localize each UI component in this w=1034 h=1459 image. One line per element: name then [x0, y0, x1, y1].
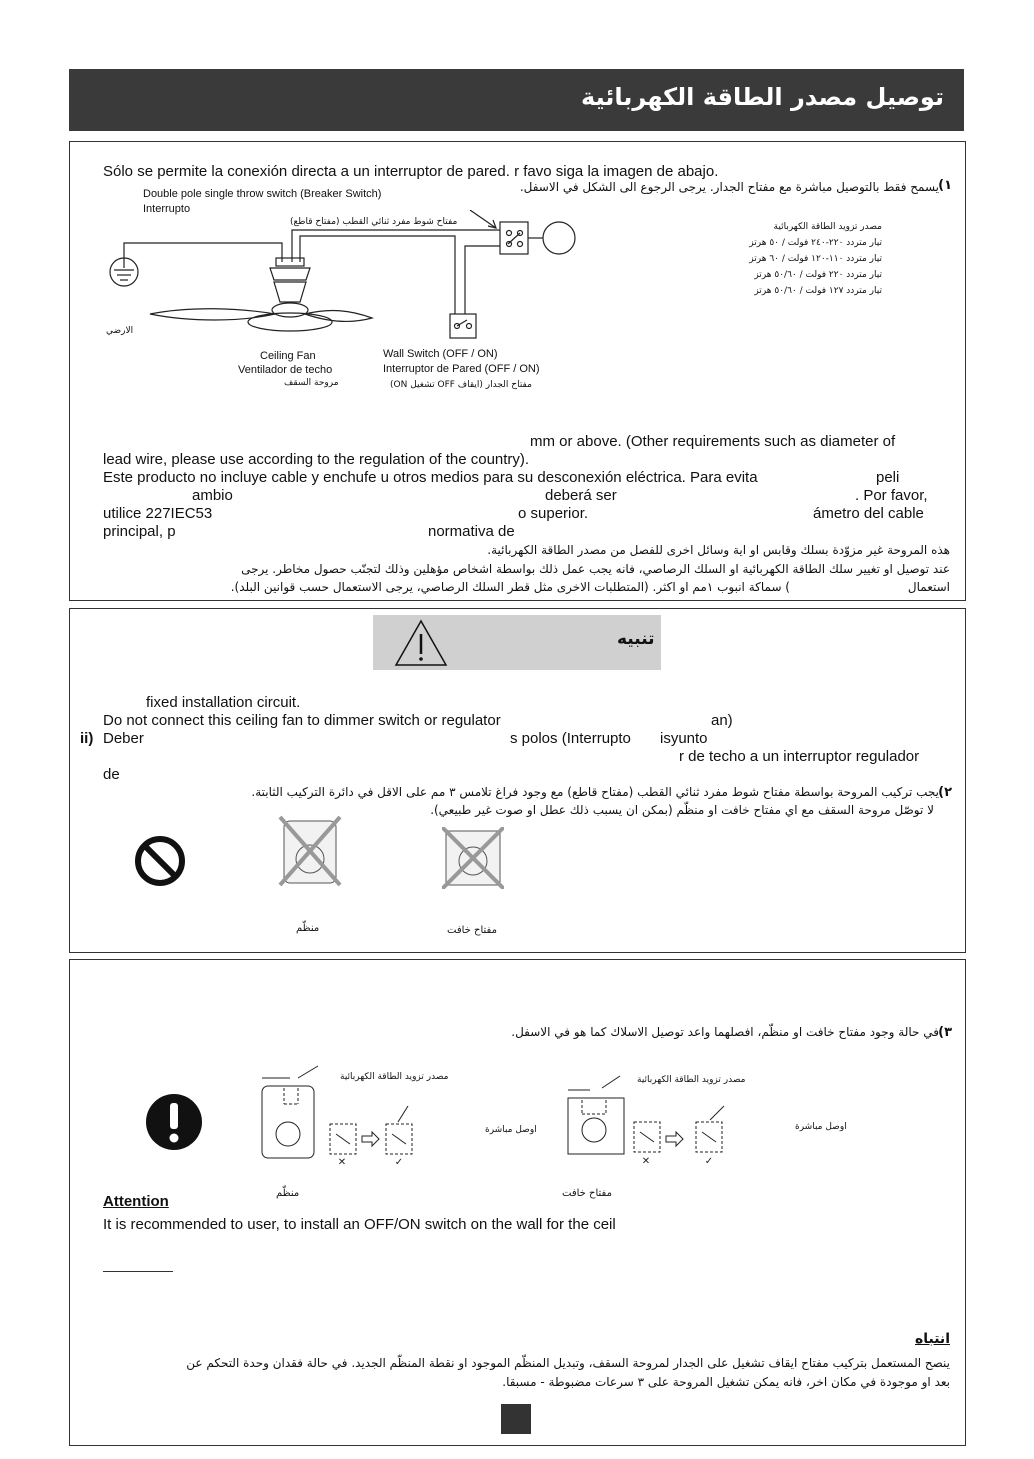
spanish-para-line4a: principal, p [103, 523, 176, 540]
arabic-para-line3a: استعمال [907, 580, 950, 594]
spanish-para-line3c: ámetro del cable [813, 505, 924, 522]
supply-line-1: تيار متردد ٢٢٠-٢٤٠ فولت / ٥٠ هرتز [749, 238, 882, 248]
warning-line1: fixed installation circuit. [146, 694, 301, 711]
arabic-para-line1: هذه المروحة غير مزوّدة بسلك وقابس او اية وسائل اخرى للفصل من مصدر الطاقة الكهربائية. [487, 543, 950, 557]
rewire-step-number-ar: ٣) [938, 1025, 952, 1040]
warning-line2b: an) [711, 712, 733, 729]
wall-switch-icon [450, 314, 476, 338]
mandatory-icon [145, 1093, 203, 1151]
spanish-para-line3a: utilice 227IEC53 [103, 505, 213, 522]
supply-line-3: تيار متردد ٢٢٠ فولت / ٥٠/٦٠ هرتز [754, 270, 882, 280]
wall-switch-label-en: Wall Switch (OFF / ON) [383, 348, 498, 360]
warning-line4: r de techo a un interruptor regulador [679, 748, 920, 765]
regulator-crossed-icon [278, 815, 342, 887]
spanish-para-line2c: . Por favor, [855, 487, 928, 504]
power-source-icon [543, 222, 575, 254]
regulator-label-ar: منظّم [296, 923, 320, 934]
warning-arabic-line2: لا توصّل مروحة السقف مع اي مفتاح خافت او منظّم (بمكن ان يسبب ذلك عطل او صوت غير طبيعي). [430, 803, 934, 817]
warning-banner [373, 615, 661, 670]
arabic-intro: يسمح فقط بالتوصيل مباشرة مع مفتاح الجدار. يرجى الرجوع الى الشكل في الاسفل. [519, 180, 939, 194]
regulator-supply-label-ar: مصدر تزويد الطاقة الكهربائية [340, 1072, 449, 1082]
rewire-arabic-line1: في حالة وجود مفتاح خافت او منظّم، افصلهما واعد توصيل الاسلاك كما هو في الاسفل. [511, 1025, 939, 1039]
dimmer-rewire-diagram [560, 1074, 730, 1170]
supply-title-ar: مصدر تزويد الطاقة الكهربائية [773, 222, 882, 232]
dimmer-label-ar: مفتاح خافت [447, 925, 497, 936]
warning-line3b: s polos (Interrupto [510, 730, 631, 747]
warning-line2a: Do not connect this ceiling fan to dimmer switch or regulator [103, 712, 501, 729]
svg-text:✓: ✓ [394, 1157, 404, 1168]
spanish-para-line2b: deberá ser [545, 487, 617, 504]
spanish-para-line1b: peli [876, 469, 900, 486]
svg-text:✕: ✕ [337, 1157, 347, 1168]
supply-line-2: تيار متردد ١١٠-١٢٠ فولت / ٦٠ هرتز [749, 254, 882, 264]
arabic-para-line2: عند توصيل او تغيير سلك الطاقة الكهربائية او السلك الرصاصي، فانه يجب عمل ذلك بواسطة اشخاص مؤهلين وذلك لتجنّب حصول مخاطر. يرجى [241, 562, 950, 576]
supply-line-4: تيار متردد ١٢٧ فولت / ٥٠/٦٠ هرتز [754, 286, 882, 296]
attention-arabic-line1: ينصح المستعمل بتركيب مفتاح ايقاف تشغيل على الجدار لمروحة السقف، وتبديل المنظّم الموجود او نقطة المنظّم الجديد. في حالة فقدان وحدة التحكم عن [186, 1356, 950, 1370]
page-title: توصيل مصدر الطاقة الكهربائية [581, 83, 944, 111]
regulator-label-ar-2: منظّم [276, 1188, 300, 1199]
spanish-para-line4b: normativa de [428, 523, 515, 540]
spanish-para-line1a: Este producto no incluye cable y enchufe u otros medios para su desconexión eléctrica. Para evita [103, 469, 758, 486]
breaker-label-ar: مفتاح شوط مفرد ثنائي القطب (مفتاح قاطع) [290, 217, 458, 227]
english-para-line2: lead wire, please use according to the regulation of the country). [103, 451, 530, 468]
breaker-label-es: Interrupto [143, 203, 191, 215]
svg-text:✓: ✓ [704, 1156, 714, 1167]
dimmer-supply-label-ar: مصدر تزويد الطاقة الكهربائية [637, 1075, 746, 1085]
warning-triangle-icon [393, 618, 449, 668]
attention-text: It is recommended to user, to install an OFF/ON switch on the wall for the ceil [103, 1216, 616, 1233]
fan-label-ar: مروحة السقف [284, 378, 339, 388]
fan-label-es: Ventilador de techo [238, 364, 333, 376]
warning-line3c: isyunto [660, 730, 708, 747]
attention-arabic-line2: بعد او موجودة في مكان اخر، فانه يمكن تشغيل المروحة على ٣ سرعات مضبوطة - مسبقا. [502, 1375, 950, 1389]
regulator-direct-label-ar: اوصل مباشرة [485, 1125, 537, 1135]
header-bar [69, 69, 964, 131]
dimmer-crossed-icon [442, 827, 504, 889]
warning-step-number-ar: ٢) [938, 785, 952, 800]
prohibited-icon [133, 834, 187, 888]
arabic-step-number: ١) [938, 178, 952, 193]
warning-title-ar: تنبيه [617, 629, 655, 649]
warning-line3-num: ii) [80, 730, 94, 747]
dimmer-label-ar-2: مفتاح خافت [562, 1188, 612, 1199]
wiring-diagram [100, 210, 600, 350]
spanish-para-line2a: ambio [192, 487, 233, 504]
warning-line5: de [103, 766, 120, 783]
wall-switch-label-es: Interruptor de Pared (OFF / ON) [383, 363, 540, 375]
divider-line [103, 1271, 173, 1272]
attention-heading-ar: انتباه [914, 1331, 950, 1347]
warning-line3a: Deber [103, 730, 144, 747]
dimmer-direct-label-ar: اوصل مباشرة [795, 1122, 847, 1132]
arabic-para-line3b: ) سماكة انبوب ١مم او اكثر. (المتطلبات الاخرى مثل قطر السلك الرصاصي، يرجى الاستعمال حسب قوانين البلد). [230, 580, 790, 594]
ground-icon [110, 258, 138, 286]
spanish-intro: Sólo se permite la conexión directa a un interruptor de pared. r favo siga la imagen de abajo. [103, 163, 719, 180]
fan-label-en: Ceiling Fan [260, 350, 316, 362]
wall-switch-label-ar: مفتاح الجدار (ايقاف OFF تشغيل ON) [390, 380, 532, 390]
english-para-line1: mm or above. (Other requirements such as diameter of [530, 433, 896, 450]
warning-arabic-line1: يجب تركيب المروحة بواسطة مفتاح شوط مفرد ثنائي القطب (مفتاح قاطع) مع وجود فراغ تلامس ٣ مم على الاقل في دائرة التركيب الثابتة. [251, 785, 939, 799]
attention-heading: Attention [103, 1193, 169, 1210]
svg-text:✕: ✕ [641, 1156, 651, 1167]
breaker-label-en: Double pole single throw switch (Breaker Switch) [143, 188, 382, 200]
spanish-para-line3b: o superior. [518, 505, 589, 522]
ground-label-ar: الارضي [106, 326, 134, 336]
ceiling-fan-icon [150, 258, 372, 331]
page-number-box [501, 1404, 531, 1434]
